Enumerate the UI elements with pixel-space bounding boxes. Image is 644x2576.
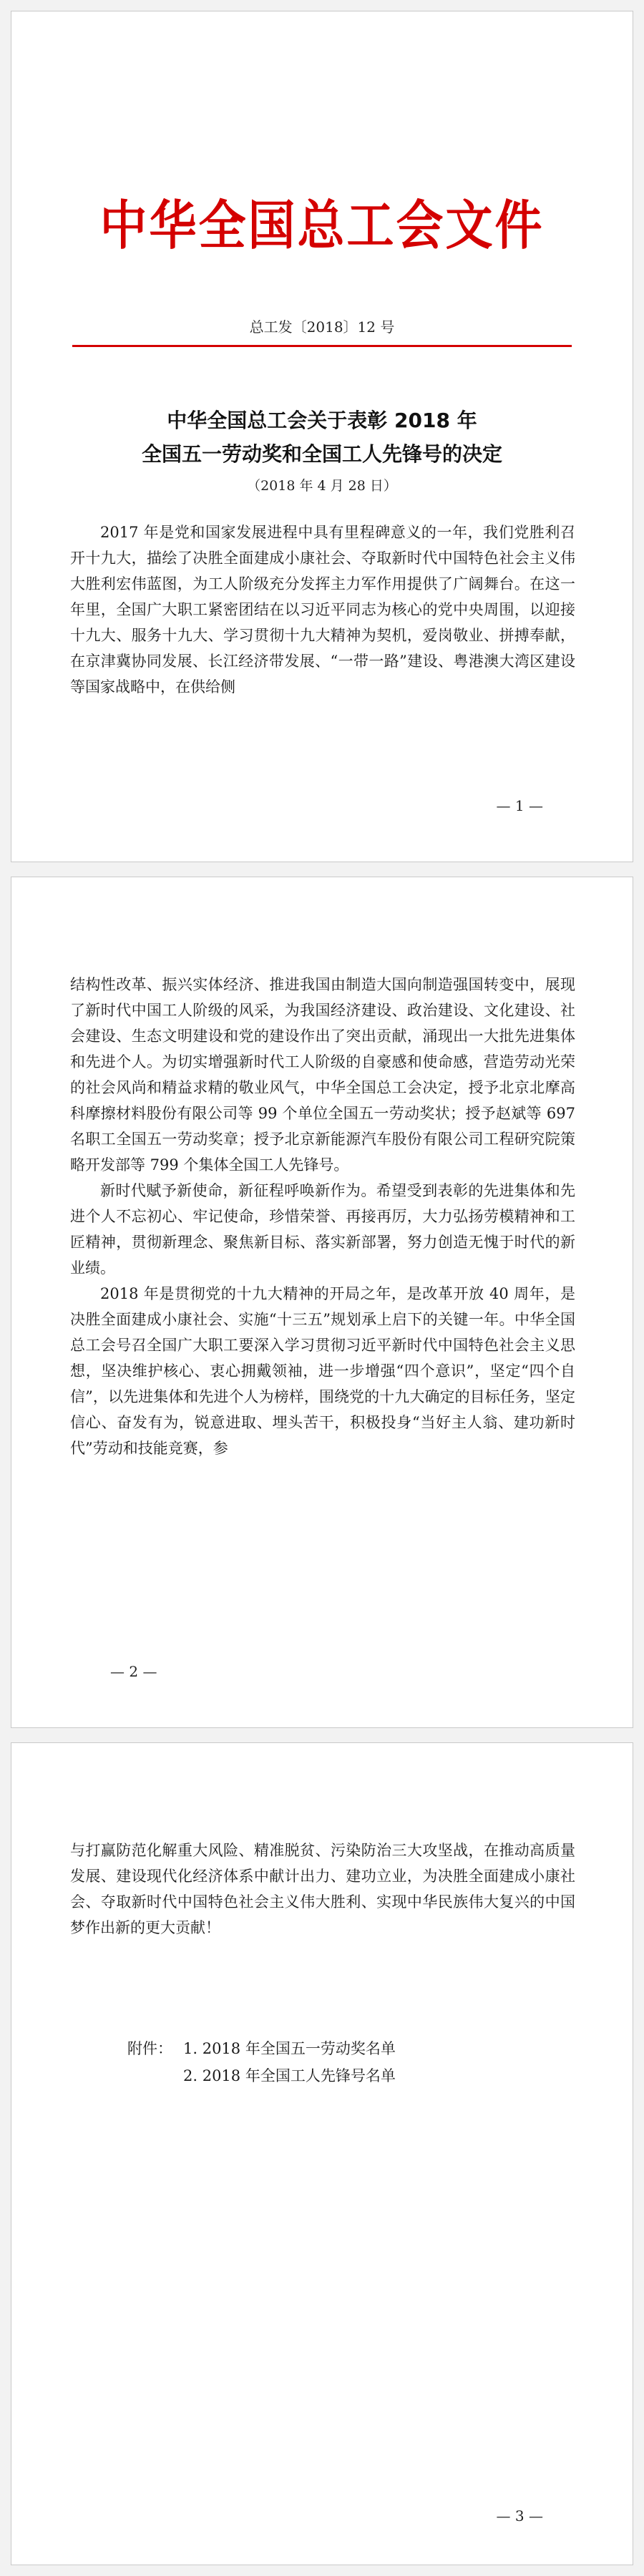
document-page-3	[11, 1742, 633, 2565]
page-2-body	[70, 972, 575, 1461]
attachments-label: 附件：	[127, 2040, 172, 2057]
page-number: — 2 —	[110, 1663, 157, 1680]
page-1-body	[70, 519, 575, 700]
paragraph: 结构性改革、振兴实体经济、推进我国由制造大国向制造强国转变中，展现了新时代中国工人阶级的风采，为我国经济建设、政治建设、文化建设、社会建设、生态文明建设和党的建设作出了突出贡献，涌现出一大批先进集体和先进个人。为切实增强新时代工人阶级的自豪感和使命感，营造劳动光荣的社会风尚和精益求精的敬业风气，中华全国总工会决定，授予北京北摩高科摩擦材料股份有限公司等 99 个单位全国五一劳动奖状；授予赵斌等 697 名职工全国五一劳动奖章；授予北京新能源汽车股份有限公司工程研究院策略开发部等 799 个集体全国工人先锋号。	[70, 976, 575, 1174]
paragraph: 2018 年是贯彻党的十九大精神的开局之年，是改革开放 40 周年，是决胜全面建成小康社会、实施“十三五”规划承上启下的关键一年。中华全国总工会号召全国广大职工要深入学习贯彻习近平新时代中国特色社会主义思想，坚决维护核心、衷心拥戴领袖，进一步增强“四个意识”，坚定“四个自信”，以先进集体和先进个人为榜样，围绕党的十九大确定的目标任务，坚定信心、奋发有为，锐意进取、埋头苦干，积极投身“当好主人翁、建功新时代”劳动和技能竞赛，参	[70, 1285, 575, 1457]
page-number: — 3 —	[496, 2507, 543, 2524]
page-3-body	[70, 1838, 575, 1941]
document-title-line-1: 中华全国总工会关于表彰 2018 年	[167, 409, 477, 432]
paragraph: 新时代赋予新使命，新征程呼唤新作为。希望受到表彰的先进集体和先进个人不忘初心、牢记使命，珍惜荣誉、再接再厉，大力弘扬劳模精神和工匠精神，贯彻新理念、聚焦新目标、落实新部署，努力创造无愧于时代的新业绩。	[70, 1182, 575, 1277]
page-number: — 1 —	[496, 797, 543, 814]
attachment-item	[127, 2035, 396, 2062]
document-title-line-2: 全国五一劳动奖和全国工人先锋号的决定	[141, 442, 502, 466]
masthead-title: 中华全国总工会文件	[99, 195, 545, 257]
attachments-list	[127, 2035, 396, 2089]
paragraph: 2017 年是党和国家发展进程中具有里程碑意义的一年，我们党胜利召开十九大，描绘了决胜全面建成小康社会、夺取新时代中国特色社会主义伟大胜利宏伟蓝图，为工人阶级充分发挥主力军作用提供了广阔舞台。在这一年里，全国广大职工紧密团结在以习近平同志为核心的党中央周围，以迎接十九大、服务十九大、学习贯彻十九大精神为契机，爱岗敬业、拼搏奉献，在京津冀协同发展、长江经济带发展、“一带一路”建设、粤港澳大湾区建设等国家战略中，在供给侧	[70, 524, 575, 696]
document-page-2	[11, 877, 633, 1728]
attachment-title: 2. 2018 年全国工人先锋号名单	[183, 2067, 396, 2084]
document-date: （2018 年 4 月 28 日）	[247, 478, 397, 494]
paragraph: 与打赢防范化解重大风险、精准脱贫、污染防治三大攻坚战，在推动高质量发展、建设现代化经济体系中献计出力、建功立业，为决胜全面建成小康社会、夺取新时代中国特色社会主义伟大胜利、实现中华民族伟大复兴的中国梦作出新的更大贡献！	[70, 1842, 575, 1936]
document-number: 总工发〔2018〕12 号	[249, 318, 395, 336]
attachment-item	[127, 2062, 396, 2089]
document-page-1	[11, 11, 633, 862]
attachment-title: 1. 2018 年全国五一劳动奖名单	[183, 2040, 396, 2057]
masthead-red-divider	[72, 345, 572, 347]
